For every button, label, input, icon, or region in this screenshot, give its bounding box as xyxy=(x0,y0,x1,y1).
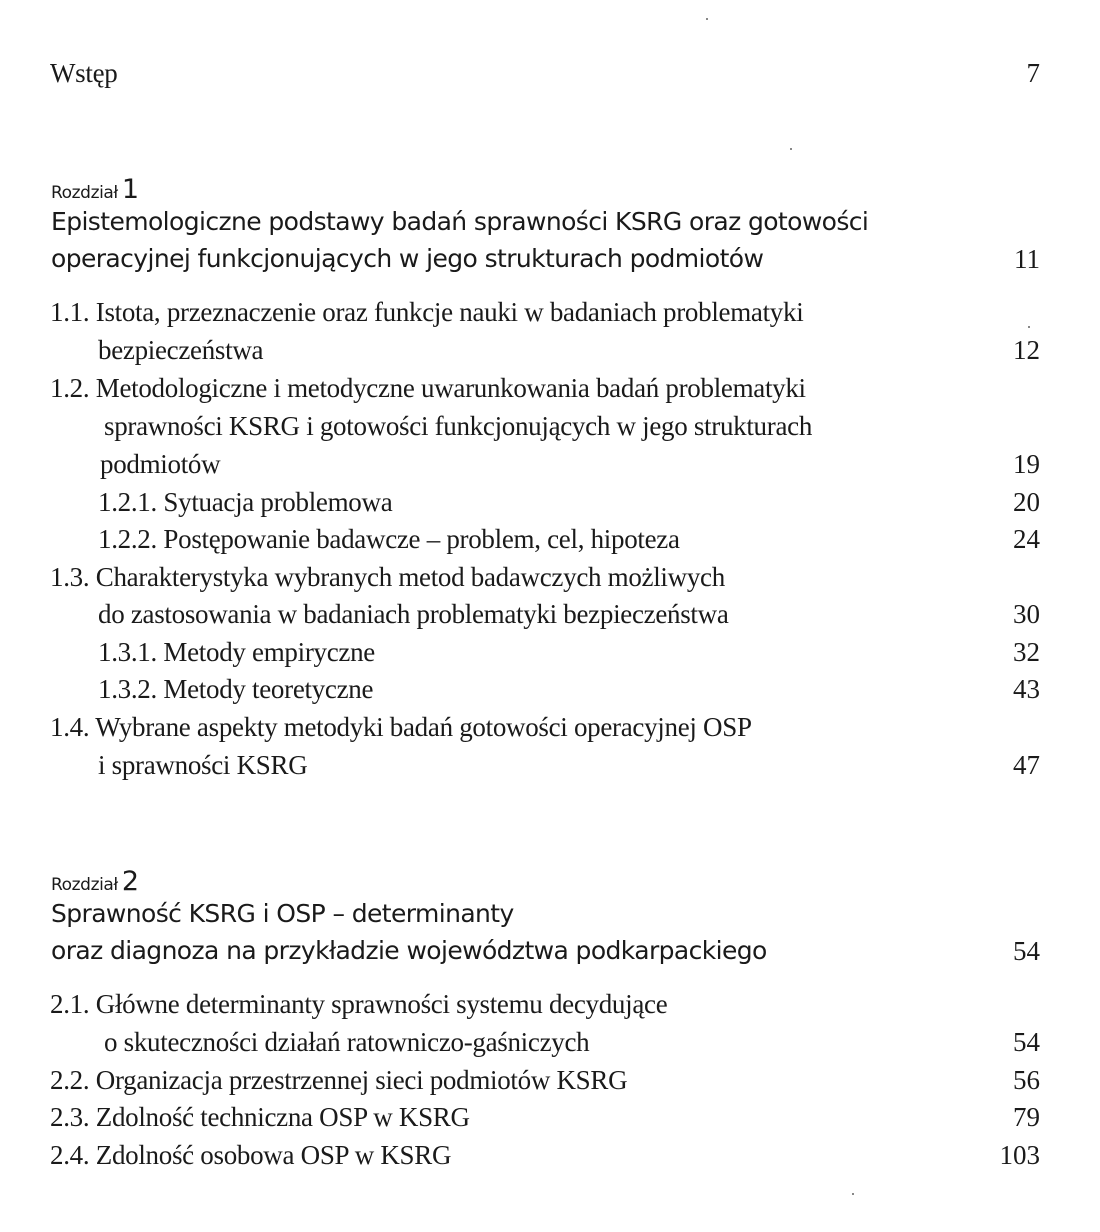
toc-entry-intro[interactable] xyxy=(50,58,117,89)
toc-section-line[interactable]: do zastosowania w badaniach problematyki bezpieczeństwa xyxy=(98,599,729,629)
toc-section-line[interactable]: o skuteczności działań ratowniczo-gaśniczych xyxy=(104,1027,590,1057)
chapter-title-line[interactable]: oraz diagnoza na przykładzie województwa podkarpackiego xyxy=(51,936,767,965)
toc-section-line[interactable]: 1.2. Metodologiczne i metodyczne uwarunkowania badań problematyki xyxy=(50,373,806,403)
toc-subsection-line[interactable]: 1.3.1. Metody empiryczne xyxy=(98,637,375,667)
toc-page-number: 79 xyxy=(1013,1102,1040,1132)
toc-section-line[interactable]: 1.3. Charakterystyka wybranych metod badawczych możliwych xyxy=(50,562,725,592)
toc-page-number: 56 xyxy=(1013,1065,1040,1095)
toc-page-number: 103 xyxy=(999,1140,1040,1170)
toc-section-line[interactable]: 2.2. Organizacja przestrzennej sieci podmiotów KSRG xyxy=(50,1065,628,1095)
toc-section-line[interactable]: 2.3. Zdolność techniczna OSP w KSRG xyxy=(50,1102,470,1132)
toc-section-line[interactable]: 2.1. Główne determinanty sprawności systemu decydujące xyxy=(50,989,668,1019)
toc-page-number: 54 xyxy=(1013,936,1040,966)
toc-subsection-line[interactable]: 1.2.1. Sytuacja problemowa xyxy=(98,487,393,517)
chapter-title-line[interactable]: Sprawność KSRG i OSP – determinanty xyxy=(51,899,514,928)
chapter-number: 1 xyxy=(121,174,139,205)
chapter-title-line[interactable]: Epistemologiczne podstawy badań sprawności KSRG oraz gotowości xyxy=(51,207,869,236)
toc-page-number: 30 xyxy=(1013,599,1040,629)
toc-page-number: 7 xyxy=(1026,58,1040,88)
toc-section-line[interactable]: podmiotów xyxy=(100,449,221,479)
chapter-number: 2 xyxy=(121,866,139,897)
toc-page-number: 19 xyxy=(1013,449,1040,479)
toc-page-number: 24 xyxy=(1013,524,1040,554)
toc-page-number: 32 xyxy=(1013,637,1040,667)
chapter-label-text: Rozdział xyxy=(51,875,118,895)
chapter-label-text: Rozdział xyxy=(51,183,118,203)
toc-section-line[interactable]: 2.4. Zdolność osobowa OSP w KSRG xyxy=(50,1140,452,1170)
toc-section-line[interactable]: sprawności KSRG i gotowości funkcjonujących w jego strukturach xyxy=(104,411,813,441)
toc-section-line[interactable]: bezpieczeństwa xyxy=(98,335,264,365)
chapter-label xyxy=(51,866,139,897)
toc-page-number: 11 xyxy=(1014,244,1040,274)
toc-page-number: 43 xyxy=(1013,674,1040,704)
toc-section-line[interactable]: i sprawności KSRG xyxy=(98,750,308,780)
scan-speck xyxy=(790,148,792,150)
toc-page-number: 47 xyxy=(1013,750,1040,780)
scan-speck xyxy=(852,1193,854,1195)
toc-page-number: 54 xyxy=(1013,1027,1040,1057)
toc-subsection-line[interactable]: 1.2.2. Postępowanie badawcze – problem, cel, hipoteza xyxy=(98,524,680,554)
toc-section-line[interactable]: 1.4. Wybrane aspekty metodyki badań gotowości operacyjnej OSP xyxy=(50,712,752,742)
toc-entry-title: Wstęp xyxy=(50,58,118,88)
toc-section-line[interactable]: 1.1. Istota, przeznaczenie oraz funkcje nauki w badaniach problematyki xyxy=(50,297,804,327)
toc-subsection-line[interactable]: 1.3.2. Metody teoretyczne xyxy=(98,674,374,704)
toc-page-number: 20 xyxy=(1013,487,1040,517)
chapter-title-line[interactable]: operacyjnej funkcjonujących w jego strukturach podmiotów xyxy=(51,244,764,273)
scan-speck xyxy=(706,18,708,20)
scan-speck xyxy=(1028,326,1030,328)
chapter-label xyxy=(51,174,139,205)
toc-page-number: 12 xyxy=(1013,335,1040,365)
